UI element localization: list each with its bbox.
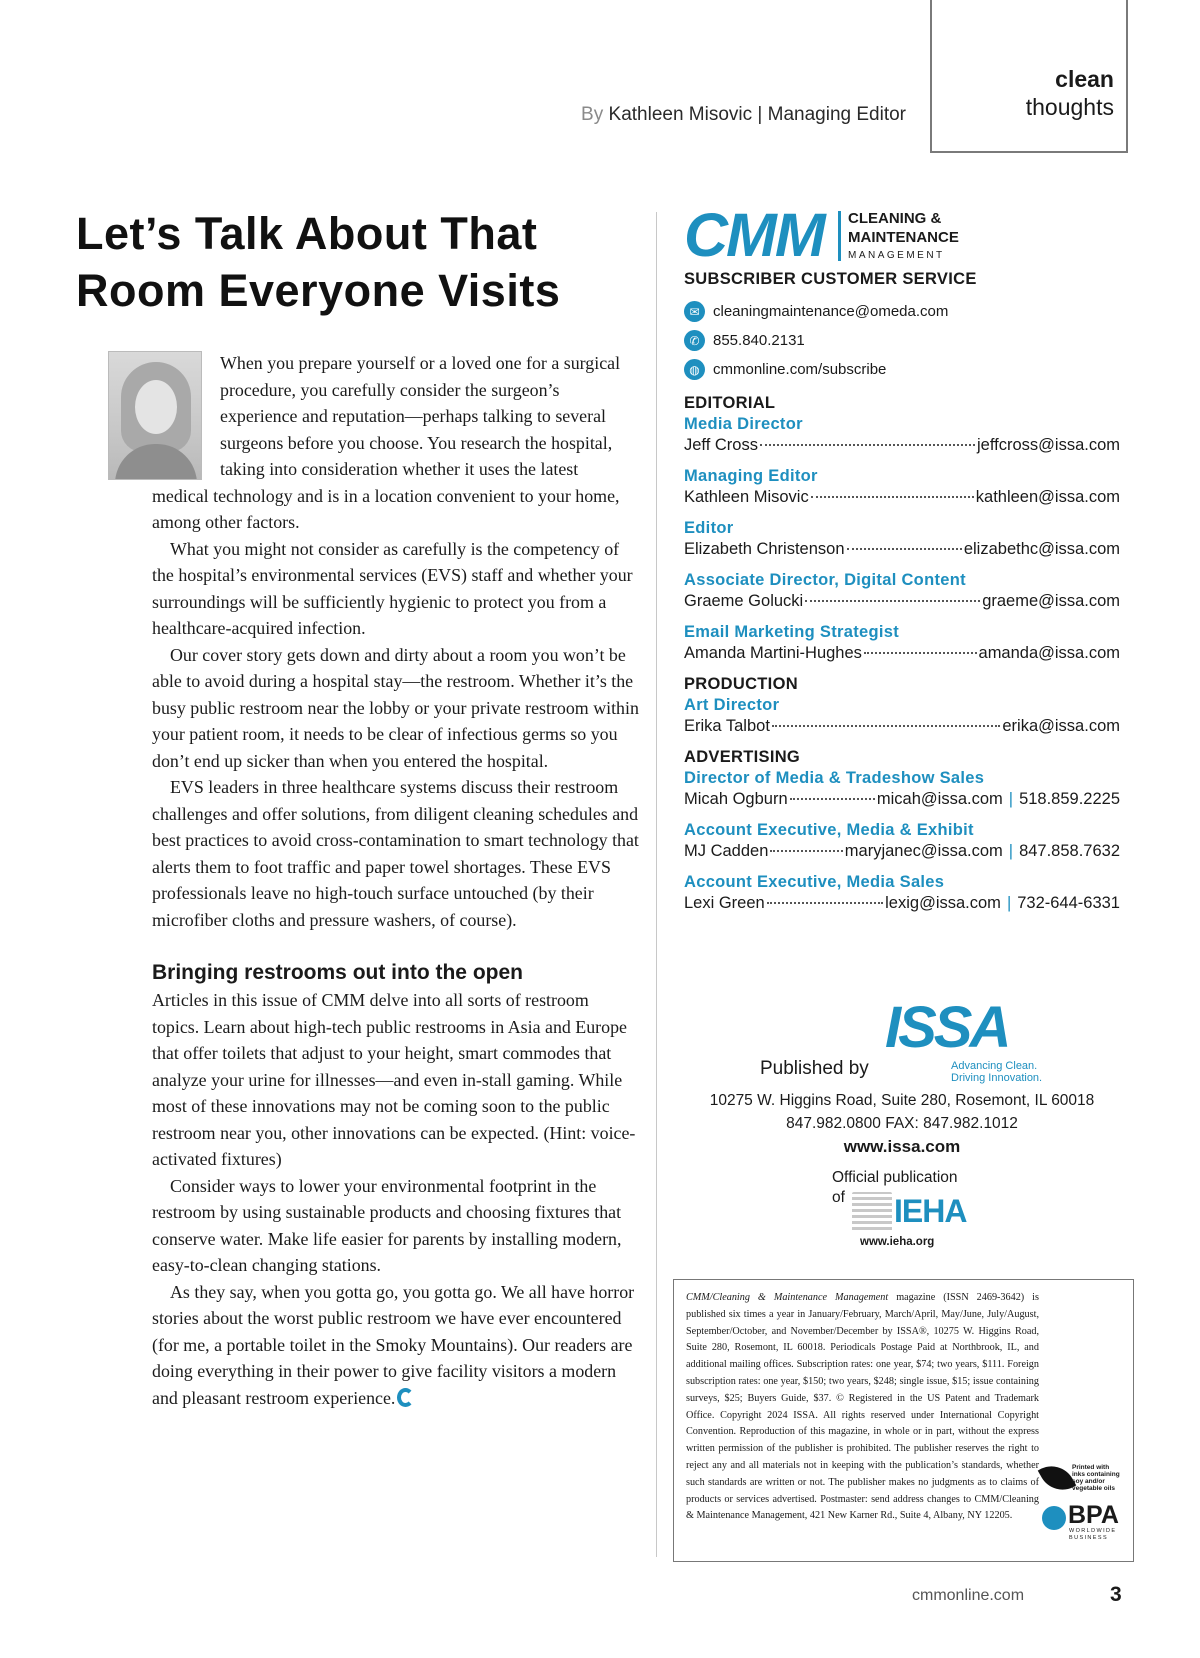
published-by: Published by	[760, 1058, 869, 1079]
article-body	[152, 350, 639, 1411]
bpa-word: BPA	[1068, 1501, 1119, 1529]
publisher-phones: 847.982.0800 FAX: 847.982.1012	[786, 1115, 1018, 1132]
staff-role: Editor	[684, 519, 734, 537]
article-paragraph-last	[152, 1279, 639, 1412]
staff-email[interactable]: graeme@issa.com	[982, 592, 1120, 610]
advertising-heading: ADVERTISING	[684, 748, 801, 766]
staff-role: Associate Director, Digital Content	[684, 571, 966, 589]
legal-text: magazine (ISSN 2469-3642) is published six times a year in January/February, March/April, May/June, July/August, September/October, and November/December by ISSA®, 10275 W. Higgins Road, Suite 280, Rosemont, IL 60018. Periodicals Postage Paid at Northbrook, IL, and additional mailing offices. Subscription rates: one year, $74; two years, $111. Foreign subscription rates: one year, $150; two years, $248; single issue, $15; issue containing surveys, $25; Buyers Guide, $37. © Registered in the US Patent and Trademark Office. Copyright 2024 ISSA. All rights reserved under International Copyright Convention. Reproduction of this magazine, in whole or in part, without the express written permission of the publisher is prohibited. The publisher reserves the right to reject any and all materials not in keeping with the publication’s standards, whether such standards are written or not. The publisher makes no judgments as to claims of products or services advertised. Postmaster: send address changes to CMM/Cleaning & Maintenance Management, 421 New Karner Rd., Suite 4, Albany, NY 12205.	[686, 1292, 1039, 1522]
leaf-icon	[1038, 1458, 1077, 1499]
staff-name: Graeme Golucki	[684, 592, 804, 610]
article-paragraph: Our cover story gets down and dirty about a room you won’t be able to avoid during a hospital stay—the restroom. Whether it’s the busy public restroom near the lobby or your private restroom within your patient room, it needs to be clear of infectious germs so you don’t end up sicker than when you entered the hospital.	[152, 644, 639, 771]
customer-service-heading: SUBSCRIBER CUSTOMER SERVICE	[684, 270, 977, 288]
issa-logo	[885, 995, 1043, 1084]
staff-row	[684, 486, 1120, 508]
staff-email[interactable]: maryjanec@issa.com	[844, 842, 1003, 860]
soy-ink-badge	[1044, 1460, 1124, 1500]
issa-tagline-2: Driving Innovation.	[951, 1072, 1043, 1084]
article-paragraph: Consider ways to lower your environmental footprint in the restroom by using sustainable products and choosing fixtures that conserve water. Make life easier for parents by installing modern, easy-to-clean changing stations.	[152, 1175, 622, 1275]
article-paragraph-text: As they say, when you gotta go, you gotta go. We all have horror stories about the worst public restroom we have ever encountered (for me, a portable toilet in the Smoky Mountains). Our readers are doing everything in their power to give facility visitors a modern and pleasant restroom experience.	[152, 1281, 635, 1408]
byline-author: Kathleen Misovic | Managing Editor	[608, 104, 906, 125]
staff-email[interactable]: micah@issa.com	[876, 790, 1003, 808]
staff-name: Elizabeth Christenson	[684, 540, 845, 558]
byline	[581, 104, 906, 126]
cs-email-row[interactable]	[684, 297, 1120, 326]
article-subhead: Bringing restrooms out into the open	[152, 961, 523, 984]
staff-role: Managing Editor	[684, 467, 818, 485]
staff-name: MJ Cadden	[684, 842, 769, 860]
staff-name: Lexi Green	[684, 894, 765, 912]
cs-email[interactable]: cleaningmaintenance@omeda.com	[713, 303, 949, 320]
staff-name: Erika Talbot	[684, 717, 770, 735]
issa-logo-word: ISSA	[885, 995, 1009, 1060]
cmm-logo-line1: CLEANING &	[848, 210, 942, 227]
ieha-logo-word: IEHA	[894, 1193, 967, 1229]
globe-icon: ◍	[684, 359, 705, 380]
soy-ink-text: Printed with inks containing soy and/or vegetable oils	[1072, 1464, 1120, 1492]
production-heading: PRODUCTION	[684, 675, 798, 693]
editorial-heading: EDITORIAL	[684, 394, 776, 412]
footer-site[interactable]: cmmonline.com	[912, 1587, 1025, 1604]
staff-role: Account Executive, Media Sales	[684, 873, 945, 891]
cmm-logo-line3: MANAGEMENT	[848, 250, 945, 261]
staff-row	[684, 590, 1120, 612]
section-label-clean: clean	[1055, 66, 1114, 92]
ieha-web[interactable]: www.ieha.org	[860, 1236, 935, 1248]
byline-by: By	[581, 104, 604, 125]
staff-phone[interactable]: 518.859.2225	[1019, 790, 1120, 808]
staff-email[interactable]: kathleen@issa.com	[975, 488, 1120, 506]
bpa-globe-icon	[1042, 1506, 1066, 1530]
staff-row	[684, 434, 1120, 456]
ieha-building-icon	[852, 1192, 892, 1230]
publisher-address-block	[672, 1089, 1132, 1158]
staff-row	[684, 715, 1120, 737]
staff-row	[684, 642, 1120, 664]
staff-role: Director of Media & Tradeshow Sales	[684, 769, 985, 787]
legal-pub-name: CMM/Cleaning & Maintenance Management	[686, 1292, 889, 1303]
staff-email[interactable]: lexig@issa.com	[885, 894, 1001, 912]
staff-role: Email Marketing Strategist	[684, 623, 900, 641]
cs-web[interactable]: cmmonline.com/subscribe	[713, 361, 887, 378]
staff-name: Jeff Cross	[684, 436, 758, 454]
staff-role: Media Director	[684, 415, 803, 433]
staff-name: Amanda Martini-Hughes	[684, 644, 862, 662]
staff-name: Kathleen Misovic	[684, 488, 809, 506]
article-paragraph: Articles in this issue of CMM delve into all sorts of restroom topics. Learn about high-tech public restrooms in Asia and Europe that offer toilets that adjust to your height, smart commodes that analyze your urine for illnesses—and even in-stall gaming. While most of these innovations may not be coming soon to the public restroom near you, other innovations can be expected. (Hint: voice-activated fixtures)	[152, 990, 636, 1169]
issa-tagline-1: Advancing Clean.	[951, 1060, 1038, 1072]
official-line-1: Official publication	[832, 1169, 958, 1186]
cmm-logo-mark: CMM	[684, 201, 824, 269]
staff-phone[interactable]: 847.858.7632	[1019, 842, 1120, 860]
staff-row: Lexi Green lexig@issa.com | 732-644-6331	[684, 894, 1120, 912]
staff-email[interactable]: elizabethc@issa.com	[963, 540, 1120, 558]
cmm-logo-line2: MAINTENANCE	[848, 229, 959, 246]
publisher-address: 10275 W. Higgins Road, Suite 280, Rosemont, IL 60018	[709, 1092, 1095, 1109]
publisher-web[interactable]: www.issa.com	[843, 1137, 961, 1156]
staff-role: Account Executive, Media & Exhibit	[684, 821, 974, 839]
official-line-2: of	[832, 1189, 845, 1206]
cs-phone-row[interactable]	[684, 326, 1120, 355]
staff-email[interactable]: erika@issa.com	[1002, 717, 1120, 735]
end-mark-icon	[397, 1388, 414, 1407]
page-number: 3	[1110, 1583, 1122, 1606]
staff-email[interactable]: jeffcross@issa.com	[977, 436, 1120, 454]
staff-email[interactable]: amanda@issa.com	[978, 644, 1120, 662]
phone-icon: ✆	[684, 330, 705, 351]
article-paragraph: When you prepare yourself or a loved one for a surgical procedure, you carefully consider the surgeon’s experience and reputation—perhaps talking to several surgeons before you choose. You research the hospital, taking into consideration whether it uses the latest medical technology and is in a location convenient to your home, among other factors.	[152, 353, 621, 532]
staff-row: MJ Cadden maryjanec@issa.com | 847.858.7632	[684, 842, 1120, 860]
masthead	[684, 270, 1120, 914]
cs-phone[interactable]: 855.840.2131	[713, 332, 805, 349]
column-divider	[656, 212, 657, 1557]
staff-role: Art Director	[684, 696, 780, 714]
article-paragraph: EVS leaders in three healthcare systems discuss their restroom challenges and offer solutions, from diligent cleaning schedules and best practices to avoid cross-contamination to smart technology that alerts them to foot traffic and paper towel shortages. These EVS professionals leave no high-touch surface untouched (by their microfiber cloths and pressure washers, of course).	[152, 777, 639, 930]
section-label-box	[930, 0, 1128, 153]
staff-phone[interactable]: 732-644-6331	[1017, 894, 1120, 912]
email-icon: ✉	[684, 301, 705, 322]
article-paragraph: What you might not consider as carefully is the competency of the hospital’s environmental services (EVS) staff and whether your surroundings will be sufficiently hygienic to protect you from a healthcare-acquired infection.	[152, 538, 633, 638]
staff-row	[684, 538, 1120, 560]
bpa-sub: WORLDWIDE BUSINESS	[1069, 1528, 1117, 1541]
staff-row: Micah Ogburn micah@issa.com | 518.859.2225	[684, 790, 1120, 808]
staff-name: Micah Ogburn	[684, 790, 788, 808]
bpa-logo	[1042, 1501, 1126, 1541]
article-title: Let’s Talk About That Room Everyone Visits	[76, 208, 561, 316]
section-label-thoughts: thoughts	[1025, 94, 1114, 120]
cs-web-row[interactable]	[684, 355, 1120, 384]
